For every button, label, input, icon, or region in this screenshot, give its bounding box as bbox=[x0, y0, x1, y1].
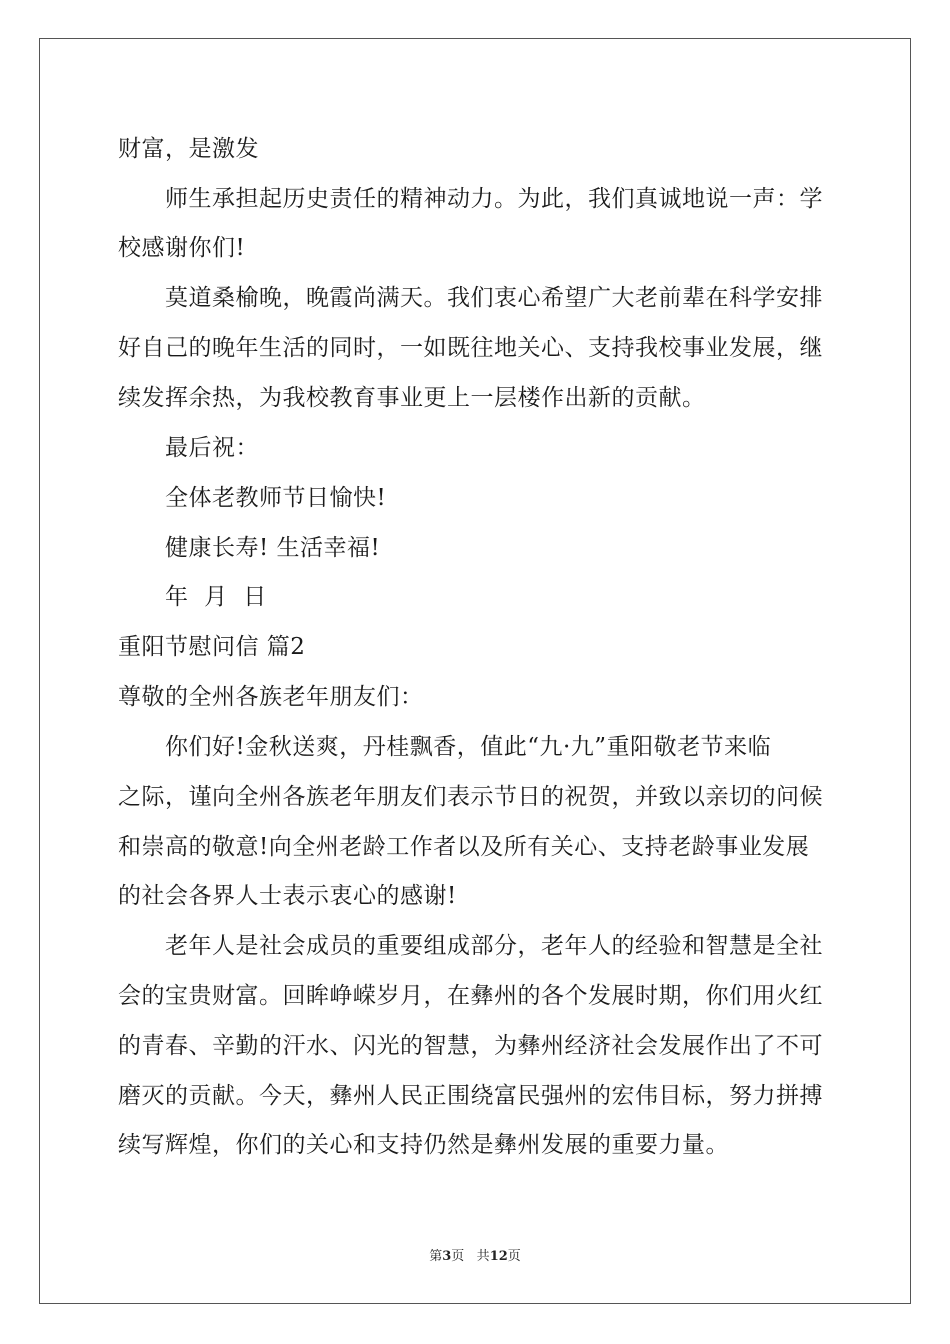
footer-page-number: 3 bbox=[442, 1249, 452, 1264]
text-line: 的青春、辛勤的汗水、闪光的智慧，为彝州经济社会发展作出了不可 bbox=[118, 1033, 823, 1059]
text-line: 莫道桑榆晚，晚霞尚满天。我们衷心希望广大老前辈在科学安排 bbox=[165, 285, 823, 311]
text-line: 和崇高的敬意!向全州老龄工作者以及所有关心、支持老龄事业发展 bbox=[118, 834, 810, 860]
text-line: 你们好!金秋送爽，丹桂飘香，值此“九·九”重阳敬老节来临 bbox=[165, 734, 772, 760]
text-line: 续写辉煌，你们的关心和支持仍然是彝州发展的重要力量。 bbox=[118, 1132, 729, 1158]
footer-total-prefix: 共 bbox=[476, 1249, 490, 1264]
text-line: 健康长寿! 生活幸福! bbox=[165, 535, 381, 561]
page-border bbox=[39, 38, 911, 1304]
text-line: 会的宝贵财富。回眸峥嵘岁月，在彝州的各个发展时期，你们用火红 bbox=[118, 983, 823, 1009]
text-line: 之际，谨向全州各族老年朋友们表示节日的祝贺，并致以亲切的问候 bbox=[118, 784, 823, 810]
text-line: 全体老教师节日愉快! bbox=[165, 485, 387, 511]
footer-total-pages: 12 bbox=[489, 1249, 508, 1264]
text-line: 最后祝： bbox=[165, 435, 259, 461]
text-line: 老年人是社会成员的重要组成部分，老年人的经验和智慧是全社 bbox=[165, 933, 823, 959]
page-footer bbox=[0, 1248, 950, 1266]
text-line: 师生承担起历史责任的精神动力。为此，我们真诚地说一声：学 bbox=[165, 186, 823, 212]
text-line: 的社会各界人士表示衷心的感谢! bbox=[118, 883, 457, 909]
text-line: 校感谢你们! bbox=[118, 235, 246, 261]
text-line: 续发挥余热，为我校教育事业更上一层楼作出新的贡献。 bbox=[118, 385, 706, 411]
text-line: 磨灭的贡献。今天，彝州人民正围绕富民强州的宏伟目标，努力拼搏 bbox=[118, 1083, 823, 1109]
footer-page-suffix: 页 bbox=[451, 1249, 465, 1264]
text-line: 好自己的晚年生活的同时，一如既往地关心、支持我校事业发展，继 bbox=[118, 335, 823, 361]
footer-prefix: 第 bbox=[429, 1249, 443, 1264]
salutation: 尊敬的全州各族老年朋友们： bbox=[118, 684, 424, 710]
section-heading: 重阳节慰问信 篇2 bbox=[118, 634, 306, 660]
date-line: 年 月 日 bbox=[165, 584, 267, 610]
text-line: 财富，是激发 bbox=[118, 136, 259, 162]
footer-total-suffix: 页 bbox=[507, 1249, 521, 1264]
